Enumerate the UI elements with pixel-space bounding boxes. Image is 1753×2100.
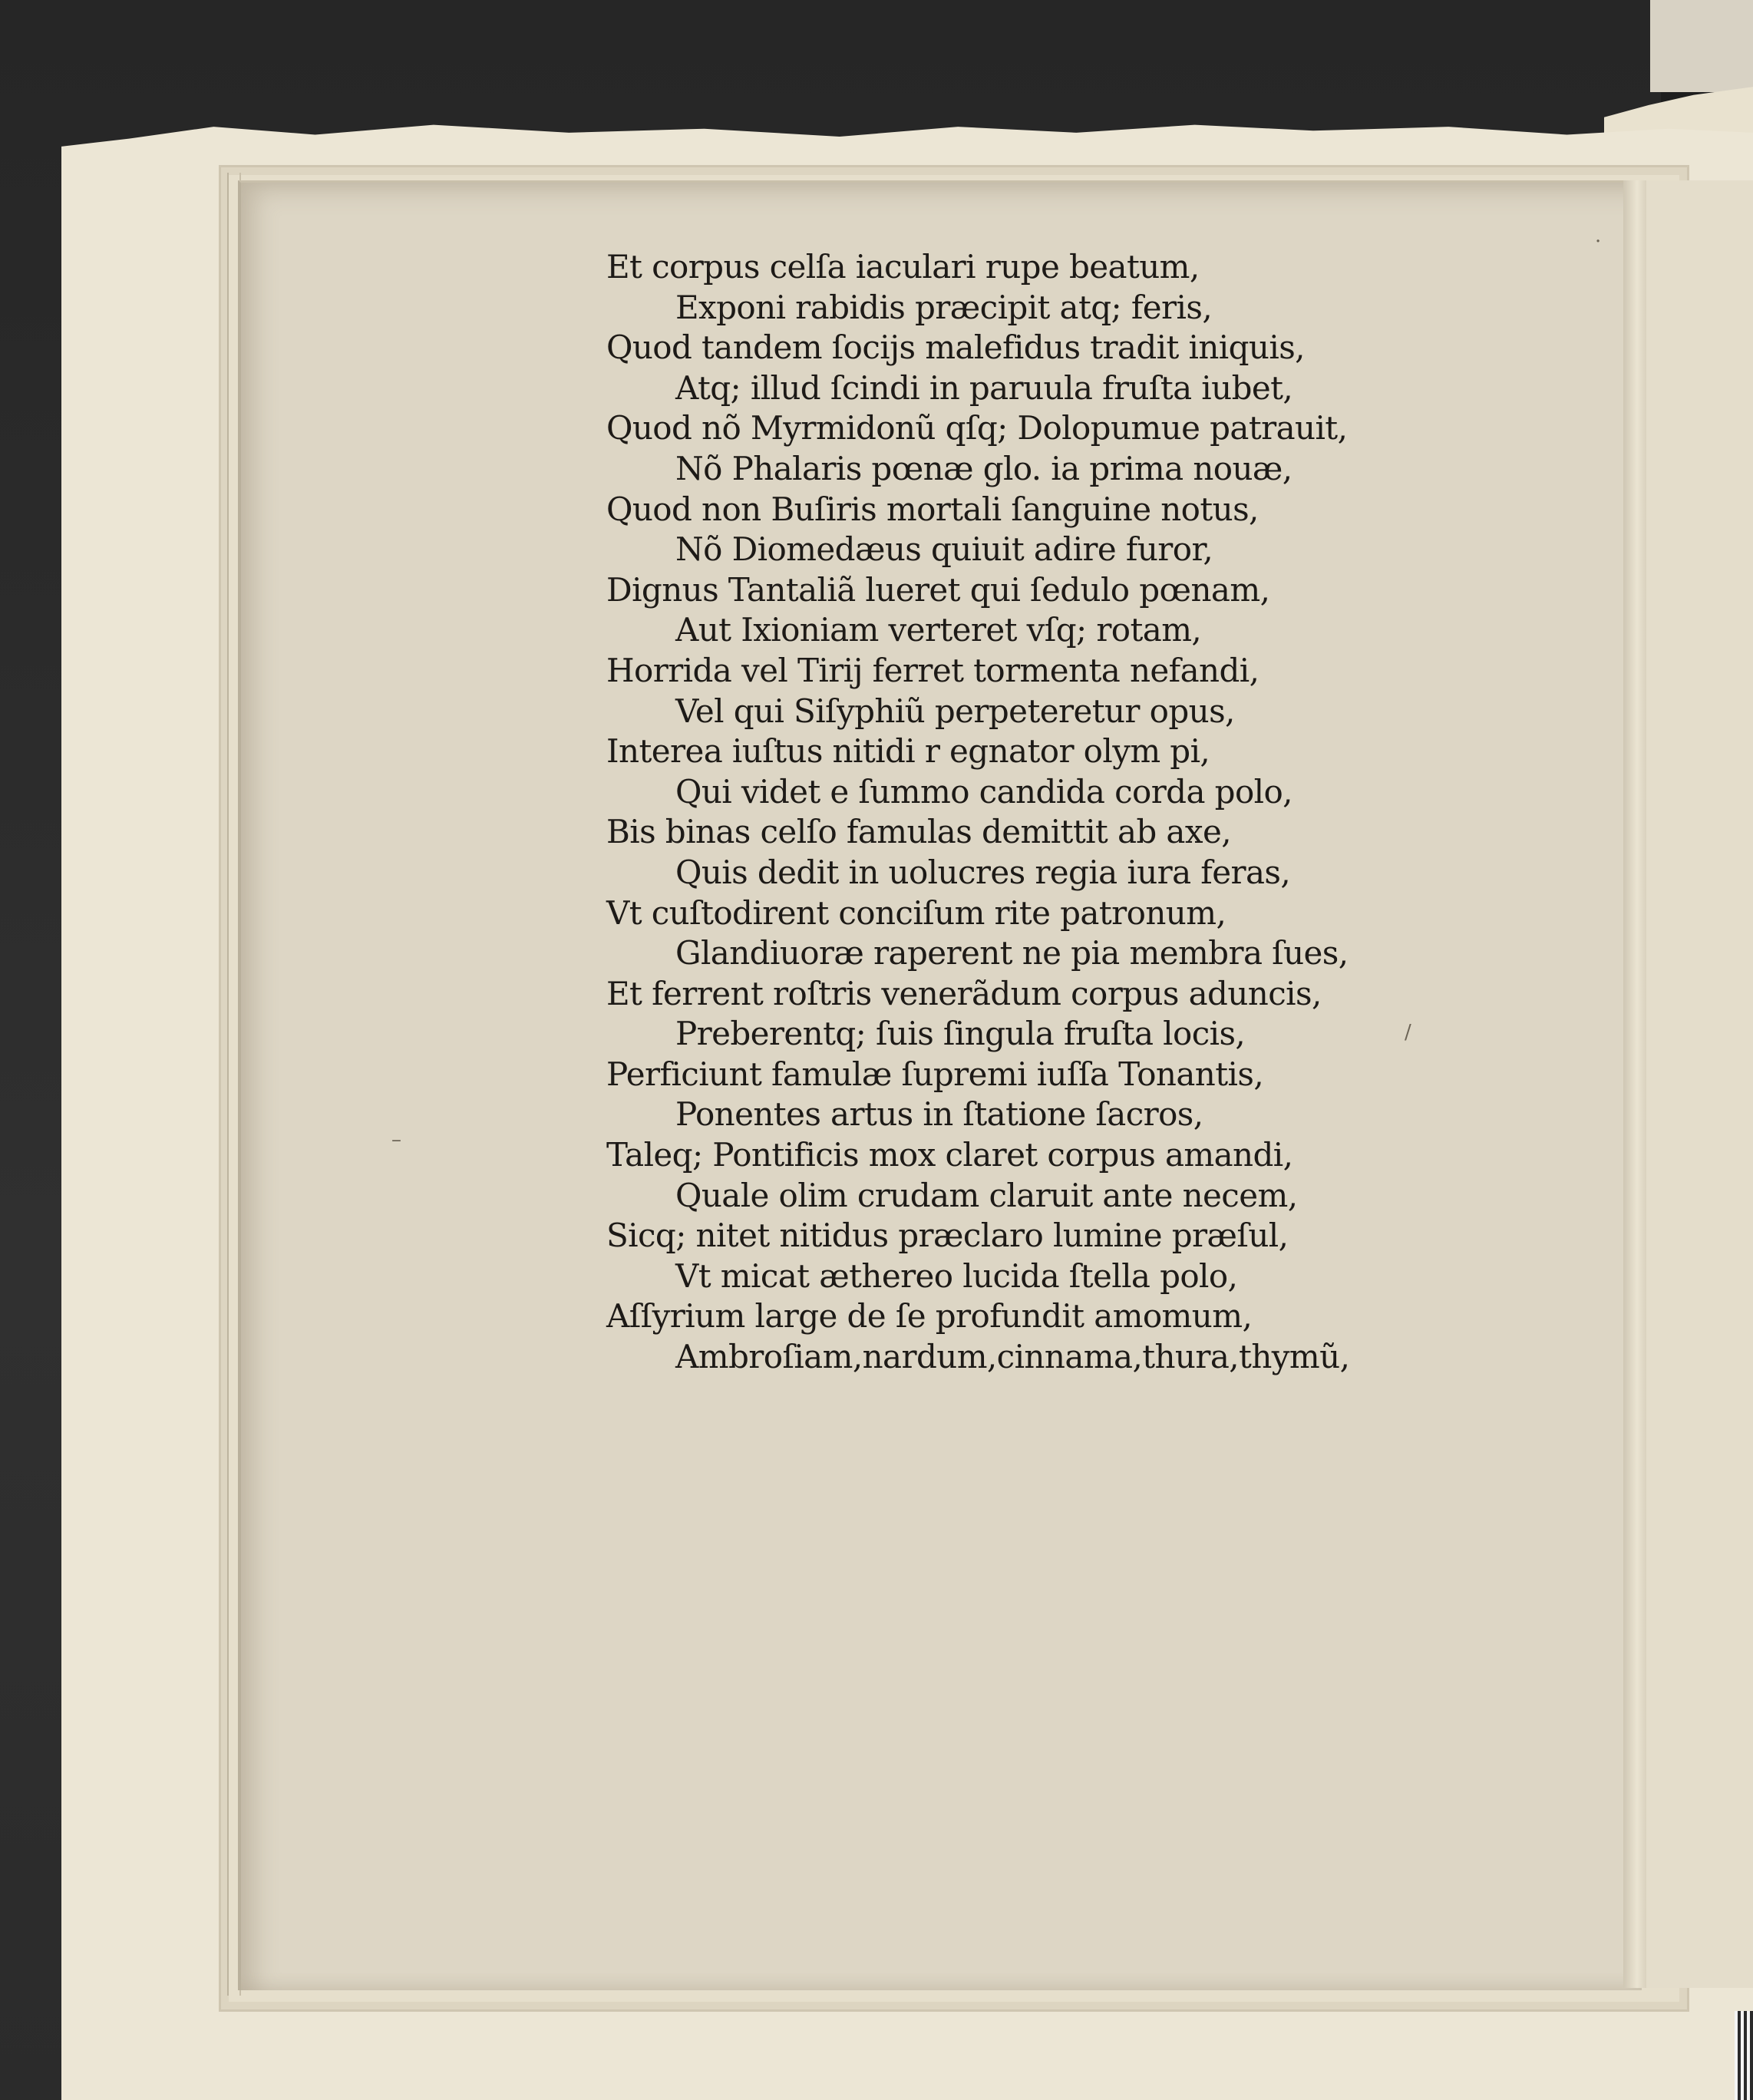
verse-line: Atq; illud ſcindi in paruula fruſta iubet, (675, 368, 1293, 407)
verse-line: Preberentq; ſuis ſingula fruſta locis, (675, 1015, 1246, 1053)
verse-line: Interea iuſtus nitidi r egnator olym pi, (606, 732, 1210, 771)
verse-line: Ponentes artus in ſtatione ſacros, (675, 1095, 1203, 1134)
verse-line: Horrida vel Tirij ferret tormenta nefandi, (606, 651, 1259, 689)
verse-line: Aut Ixioniam verteret vſq; rotam, (675, 611, 1202, 649)
verse-line: Vt cuſtodirent conciſum rite patronum, (606, 893, 1226, 932)
verse-line: Qui videt e ſummo candida corda polo, (675, 772, 1292, 811)
verse-line: Bis binas celſo famulas demittit ab axe, (606, 813, 1231, 851)
ruler-stripes (1735, 2011, 1753, 2100)
verse-line: Quod non Buſiris mortali ſanguine notus, (606, 490, 1259, 528)
book-gutter (1623, 180, 1646, 1988)
verse-line: Taleq; Pontificis mox claret corpus amandi, (606, 1136, 1293, 1174)
verse-line: Quod tandem ſocijs malefidus tradit iniquis, (606, 329, 1305, 367)
verse-line: Quod nõ Myrmidonũ qſq; Dolopumue patrauit, (606, 409, 1348, 447)
paper-corner (1650, 0, 1753, 92)
verse-line: Et ferrent roſtris venerãdum corpus aduncis, (606, 974, 1322, 1012)
page-speck: · (1595, 230, 1602, 253)
verse-line: Quale olim crudam claruit ante necem, (675, 1176, 1298, 1214)
verse-line: Nõ Phalaris pœnæ glo. ia prima nouæ, (675, 449, 1292, 487)
facing-page (1646, 180, 1753, 1988)
verse-text-block (606, 247, 1466, 1378)
verse-line: Exponi rabidis præcipit atq; feris, (675, 288, 1213, 326)
verse-line: Aſſyrium large de ſe profundit amomum, (606, 1297, 1253, 1336)
verse-line: Dignus Tantaliã lueret qui ſedulo pœnam, (606, 570, 1270, 609)
verse-line: Quis dedit in uolucres regia iura feras, (675, 853, 1291, 891)
verse-line: Perficiunt famulæ ſupremi iuſſa Tonantis, (606, 1055, 1264, 1093)
verse-line: Ambroſiam,nardum,cinnama,thura,thymũ, (675, 1338, 1350, 1376)
verse-line: Vt micat æthereo lucida ſtella polo, (675, 1256, 1238, 1295)
verse-line: Sicq; nitet nitidus præclaro lumine præſul, (606, 1217, 1289, 1255)
verse-line: Et corpus celſa iaculari rupe beatum, (606, 248, 1200, 286)
verse-line: Glandiuoræ raperent ne pia membra ſues, (675, 934, 1349, 972)
page-speck: – (391, 1128, 401, 1151)
verse-line: Nõ Diomedæus quiuit adire furor, (675, 530, 1213, 569)
verse-line: Vel qui Siſyphiũ perpeteretur opus, (675, 692, 1235, 730)
page-speck: / (1405, 1021, 1411, 1044)
